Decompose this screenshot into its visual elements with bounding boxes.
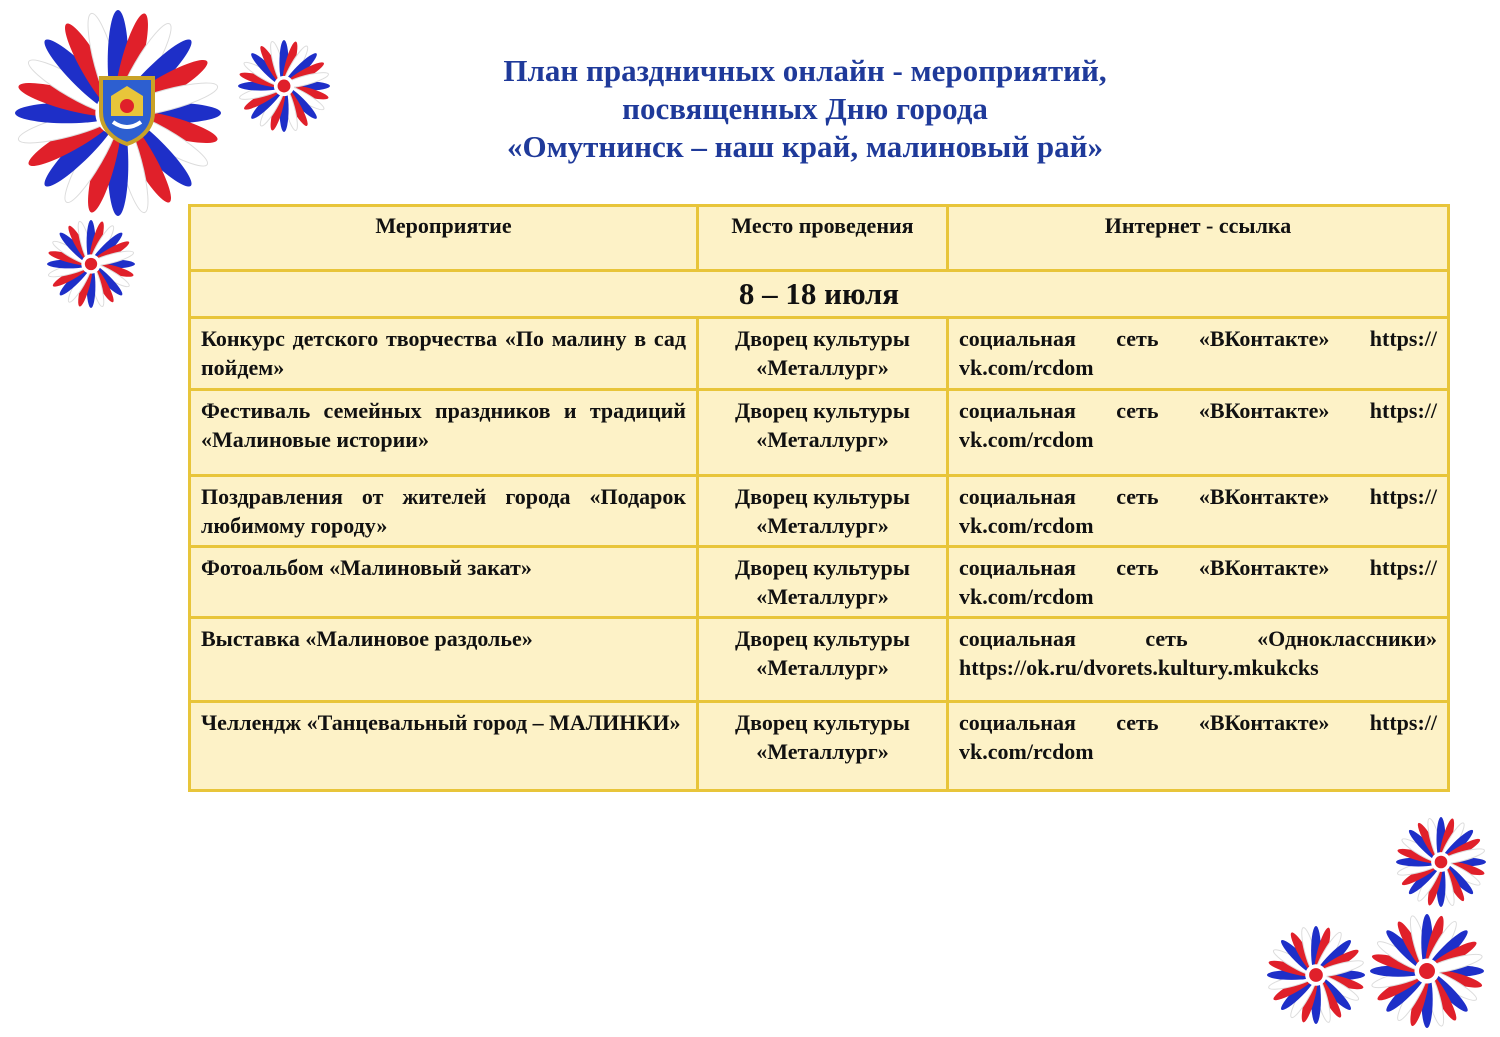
table-row (190, 476, 1449, 547)
event-link[interactable]: социальная сеть «ВКонтакте» https:// vk.com/rcdom (959, 484, 1437, 538)
table-row (190, 702, 1449, 791)
title-line-1: План праздничных онлайн - мероприятий, (503, 53, 1107, 88)
event-link[interactable]: социальная сеть «ВКонтакте» https:// vk.com/rcdom (959, 398, 1437, 452)
tricolor-flower-icon (1388, 815, 1494, 909)
event-venue: Дворец культуры «Металлург» (735, 398, 910, 452)
column-header-venue: Место проведения (698, 206, 948, 271)
tricolor-flower-icon (1364, 912, 1490, 1030)
event-venue: Дворец культуры «Металлург» (735, 710, 910, 764)
date-range: 8 – 18 июля (190, 271, 1449, 318)
table-row (190, 318, 1449, 390)
event-venue: Дворец культуры «Металлург» (735, 626, 910, 680)
event-venue: Дворец культуры «Металлург» (735, 326, 910, 380)
column-header-event: Мероприятие (190, 206, 698, 271)
event-name: Челлендж «Танцевальный город – МАЛИНКИ» (201, 710, 681, 735)
event-venue: Дворец культуры «Металлург» (735, 484, 910, 538)
event-link[interactable]: социальная сеть «ВКонтакте» https:// vk.com/rcdom (959, 555, 1437, 609)
table-row (190, 390, 1449, 476)
event-name: Поздравления от жителей города «Подарок любимому городу» (201, 484, 686, 538)
event-name: Конкурс детского творчества «По малину в сад пойдем» (201, 326, 686, 380)
event-link[interactable]: социальная сеть «Одноклассники» https://ok.ru/dvorets.kultury.mkukcks (959, 626, 1437, 680)
title-line-2: посвященных Дню города (622, 91, 988, 126)
column-header-link: Интернет - ссылка (948, 206, 1449, 271)
page-title (300, 52, 1310, 166)
event-link[interactable]: социальная сеть «ВКонтакте» https:// vk.com/rcdom (959, 326, 1437, 380)
city-coat-of-arms-icon (97, 72, 157, 146)
table-row (190, 547, 1449, 618)
event-link[interactable]: социальная сеть «ВКонтакте» https:// vk.com/rcdom (959, 710, 1437, 764)
tricolor-flower-icon (38, 218, 144, 310)
event-name: Фотоальбом «Малиновый закат» (201, 555, 532, 580)
table-row (190, 618, 1449, 702)
event-venue: Дворец культуры «Металлург» (735, 555, 910, 609)
tricolor-flower-icon (1262, 924, 1370, 1026)
events-table (188, 204, 1450, 792)
event-name: Выставка «Малиновое раздолье» (201, 626, 533, 651)
date-range-row (190, 271, 1449, 318)
title-line-3: «Омутнинск – наш край, малиновый рай» (506, 129, 1104, 164)
table-header-row (190, 206, 1449, 271)
event-name: Фестиваль семейных праздников и традиций «Малиновые истории» (201, 398, 686, 452)
